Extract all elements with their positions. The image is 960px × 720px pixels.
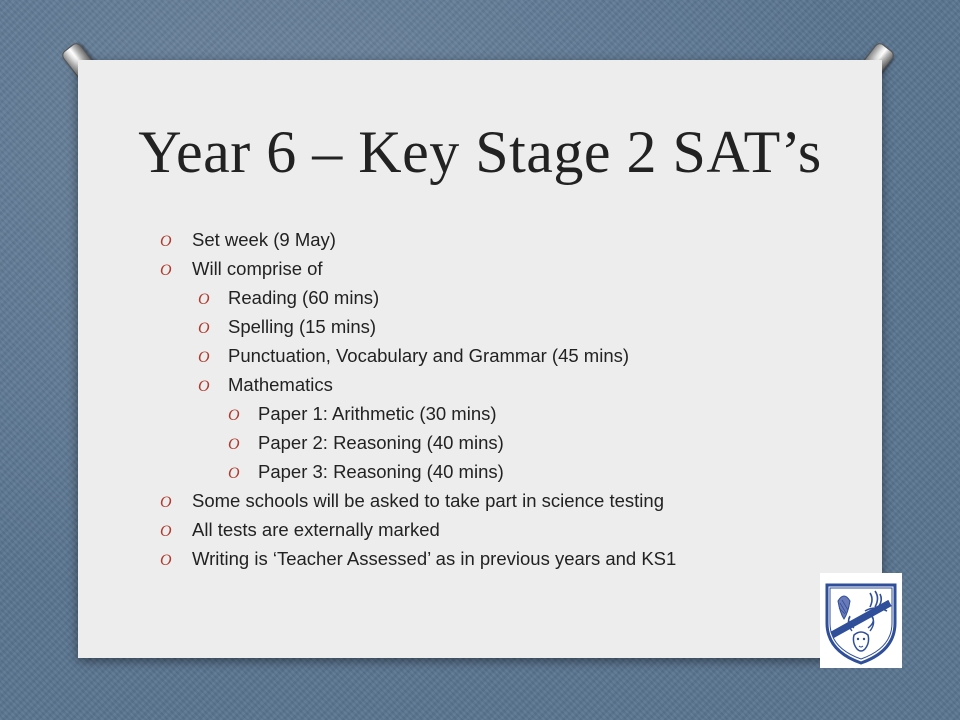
bullet-item-level1 <box>160 515 676 544</box>
bullet-marker-icon: O <box>198 378 210 395</box>
bullet-item-level2 <box>160 341 676 370</box>
bullet-marker-icon: O <box>160 262 172 279</box>
bullet-item-level1 <box>160 225 676 254</box>
bullet-marker-icon: O <box>228 407 240 424</box>
bullet-item-level3 <box>160 428 676 457</box>
bullet-marker-icon: O <box>160 523 172 540</box>
school-crest-icon <box>820 573 902 668</box>
bullet-text: Paper 2: Reasoning (40 mins) <box>258 432 504 453</box>
bullet-marker-icon: O <box>160 552 172 569</box>
bullet-marker-icon: O <box>160 233 172 250</box>
bullet-item-level2 <box>160 283 676 312</box>
bullet-item-level1 <box>160 486 676 515</box>
bullet-item-level2 <box>160 312 676 341</box>
bullet-text: Punctuation, Vocabulary and Grammar (45 mins) <box>228 345 630 366</box>
bullet-text: Paper 3: Reasoning (40 mins) <box>258 461 504 482</box>
bullet-marker-icon: O <box>198 320 210 337</box>
school-crest <box>820 573 902 668</box>
bullet-list <box>160 225 676 573</box>
bullet-text: Will comprise of <box>192 258 323 279</box>
bullet-marker-icon: O <box>228 436 240 453</box>
bullet-text: Spelling (15 mins) <box>228 316 377 337</box>
bullet-text: Paper 1: Arithmetic (30 mins) <box>258 403 497 424</box>
bullet-text: Writing is ‘Teacher Assessed’ as in previous years and KS1 <box>192 548 677 569</box>
slide-title: Year 6 – Key Stage 2 SAT’s <box>138 119 822 185</box>
bullet-text: Some schools will be asked to take part in science testing <box>192 490 664 511</box>
bullet-item-level3 <box>160 457 676 486</box>
bullet-item-level1 <box>160 254 676 283</box>
bullet-text: Mathematics <box>228 374 333 395</box>
bullet-marker-icon: O <box>198 291 210 308</box>
bullet-item-level2 <box>160 370 676 399</box>
bullet-text: Reading (60 mins) <box>228 287 380 308</box>
bullet-text: All tests are externally marked <box>192 519 440 540</box>
bullet-item-level1 <box>160 544 676 573</box>
bullet-marker-icon: O <box>160 494 172 511</box>
bullet-text: Set week (9 May) <box>192 229 336 250</box>
bullet-marker-icon: O <box>228 465 240 482</box>
bullet-item-level3 <box>160 399 676 428</box>
bullet-marker-icon: O <box>198 349 210 366</box>
